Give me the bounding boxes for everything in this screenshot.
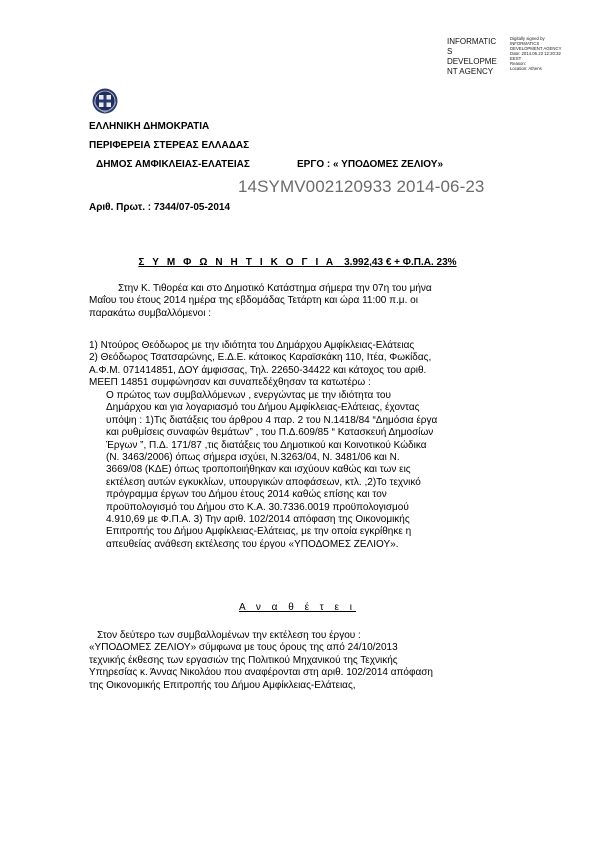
document-title [0, 257, 595, 268]
header-municipality: ΔΗΜΟΣ ΑΜΦΙΚΛΕΙΑΣ-ΕΛΑΤΕΙΑΣ [96, 159, 250, 170]
body-line: πρόγραμμα έργων του Δήμου έτους 2014 καθώς επίσης και τον [106, 489, 387, 501]
title-amount: 3.992,43 € + Φ.Π.Α. 23% [344, 257, 457, 268]
signature-stamp-organization [447, 37, 509, 77]
title-spaced: Σ Υ Μ Φ Ω Ν Η Τ Ι Κ Ο Γ Ι Α [138, 257, 336, 268]
header-region: ΠΕΡΙΦΕΡΕΙΑ ΣΤΕΡΕΑΣ ΕΛΛΑΔΑΣ [89, 140, 250, 151]
parties-list [89, 340, 431, 390]
body-line: υπόψη : 1)Τις διατάξεις του άρθρου 4 παρ. 2 του Ν.1418/84 “Δημόσια έργα [106, 414, 438, 426]
stamp-detail-line: DEVELOPMENT AGENCY [510, 46, 562, 51]
body-line: απευθείας ανάθεση εκτέλεσης του έργου «ΥΠΟΔΟΜΕΣ ΖΕΛΙΟΥ». [106, 538, 399, 550]
intro-line: παρακάτω συμβαλλόμενοι : [89, 307, 211, 319]
body-line: Έργων ”, Π.Δ. 171/87 ,τις διατάξεις του Δημοτικού και Κοινοτικού Κώδικα [106, 439, 427, 451]
stamp-org-line: INFORMATIC [447, 37, 497, 46]
party-line: 2) Θεόδωρος Τσατσαρώνης, Ε.Δ.Ε. κάτοικος Καραϊσκάκη 110, Ιτέα, Φωκίδας, [89, 352, 432, 364]
party-line: ΜΕΕΠ 14851 συμφώνησαν και συναπεδέχθησαν τα κατωτέρω : [89, 377, 371, 389]
assignment-line: τεχνικής έκθεσης των εργασιών της Πολιτικού Μηχανικού της Τεχνικής [89, 654, 398, 666]
assignment-paragraph [89, 630, 433, 692]
hellenic-republic-emblem-icon [92, 88, 118, 114]
assignment-line: Στον δεύτερο των συμβαλλομένων την εκτέλεση του έργου : [97, 630, 361, 641]
assignment-line: «ΥΠΟΔΟΜΕΣ ΖΕΛΙΟΥ» σύμφωνα με τους όρους της από 24/10/2013 [89, 642, 398, 654]
stamp-detail-line: EEST [510, 56, 522, 61]
stamp-org-line: DEVELOPME [447, 57, 497, 66]
header-republic: ΕΛΛΗΝΙΚΗ ΔΗΜΟΚΡΑΤΙΑ [89, 121, 210, 132]
intro-paragraph [89, 283, 432, 320]
body-line: και ρυθμίσεις συναφών θεμάτων” , του Π.Δ.609/85 “ Κατασκευή Δημοσίων [106, 427, 434, 439]
body-line: Ο πρώτος των συμβαλλόμενων , ενεργώντας με την ιδιότητα του [106, 390, 391, 401]
body-line: εκτέλεση αυτών εγκυκλίων, υπουργικών αποφάσεων, κτλ. ,2)Το τεχνικό [106, 476, 421, 488]
body-line: (Ν. 3463/2006) όπως σήμερα ισχύει, Ν.3263/04, Ν. 3481/06 και Ν. [106, 452, 400, 464]
body-line: προϋπολογισμό του Δήμου στο Κ.Α. 30.7336.0019 προϋπολογισμού [106, 501, 409, 513]
party-line: Α.Φ.Μ. 071414851, ΔΟΥ άμφισσας, Τηλ. 22650-34422 και κάτοχος του αριθ. [89, 364, 427, 376]
stamp-detail-line: Date: 2014.06.23 12:20:32 [510, 51, 561, 56]
protocol-number: Αριθ. Πρωτ. : 7344/07-05-2014 [89, 202, 231, 213]
assignment-line: της Οικονομικής Επιτροπής του Δήμου Αμφίκλειας-Ελάτειας, [89, 679, 356, 691]
party-line: 1) Ντούρος Θεόδωρος με την ιδιότητα του Δημάρχου Αμφίκλειας-Ελάτειας [89, 340, 415, 351]
body-line: Επιτροπής του Δήμου Αμφίκλειας-Ελάτειας, με την οποία εγκρίθηκε η [106, 526, 412, 538]
ada-identifier: 14SYMV002120933 2014-06-23 [238, 177, 485, 196]
stamp-detail-line: Location: Athens [510, 66, 542, 71]
intro-line: Μαΐου του έτους 2014 ημέρα της εβδομάδας Τετάρτη και ώρα 11:00 π.μ. οι [89, 295, 418, 307]
body-line: 3669/08 (ΚΔΕ) όπως τροποποιήθηκαν και ισχύουν καθώς και των εις [106, 464, 411, 476]
body-line: 4.910,69 με Φ.Π.Α. 3) Την αριθ. 102/2014 απόφαση της Οικονομικής [106, 514, 410, 526]
body-line: Δημάρχου και για λογαριασμό του Δήμου Αμφίκλειας-Ελάτειας, έχοντας [106, 402, 420, 414]
body-paragraph [106, 390, 437, 551]
stamp-detail-line: Reason: [510, 61, 527, 66]
assignment-line: Υπηρεσίας κ. Άννας Νικολάου που αναφέρονται στη αριθ. 102/2014 απόφαση [89, 667, 433, 679]
stamp-org-line: NT AGENCY [447, 67, 494, 76]
intro-line: Στην Κ. Τιθορέα και στο Δημοτικό Κατάστημα σήμερα την 07η του μήνα [118, 283, 432, 294]
stamp-org-line: S [447, 47, 453, 56]
stamp-detail-line: INFORMATICS [510, 41, 540, 46]
stamp-detail-line: Digitally signed by [510, 36, 545, 41]
header-project: ΕΡΓΟ : « ΥΠΟΔΟΜΕΣ ΖΕΛΙΟΥ» [297, 159, 444, 170]
section-heading: Α ν α θ έ τ ε ι [239, 602, 356, 613]
signature-stamp-details [510, 36, 590, 71]
